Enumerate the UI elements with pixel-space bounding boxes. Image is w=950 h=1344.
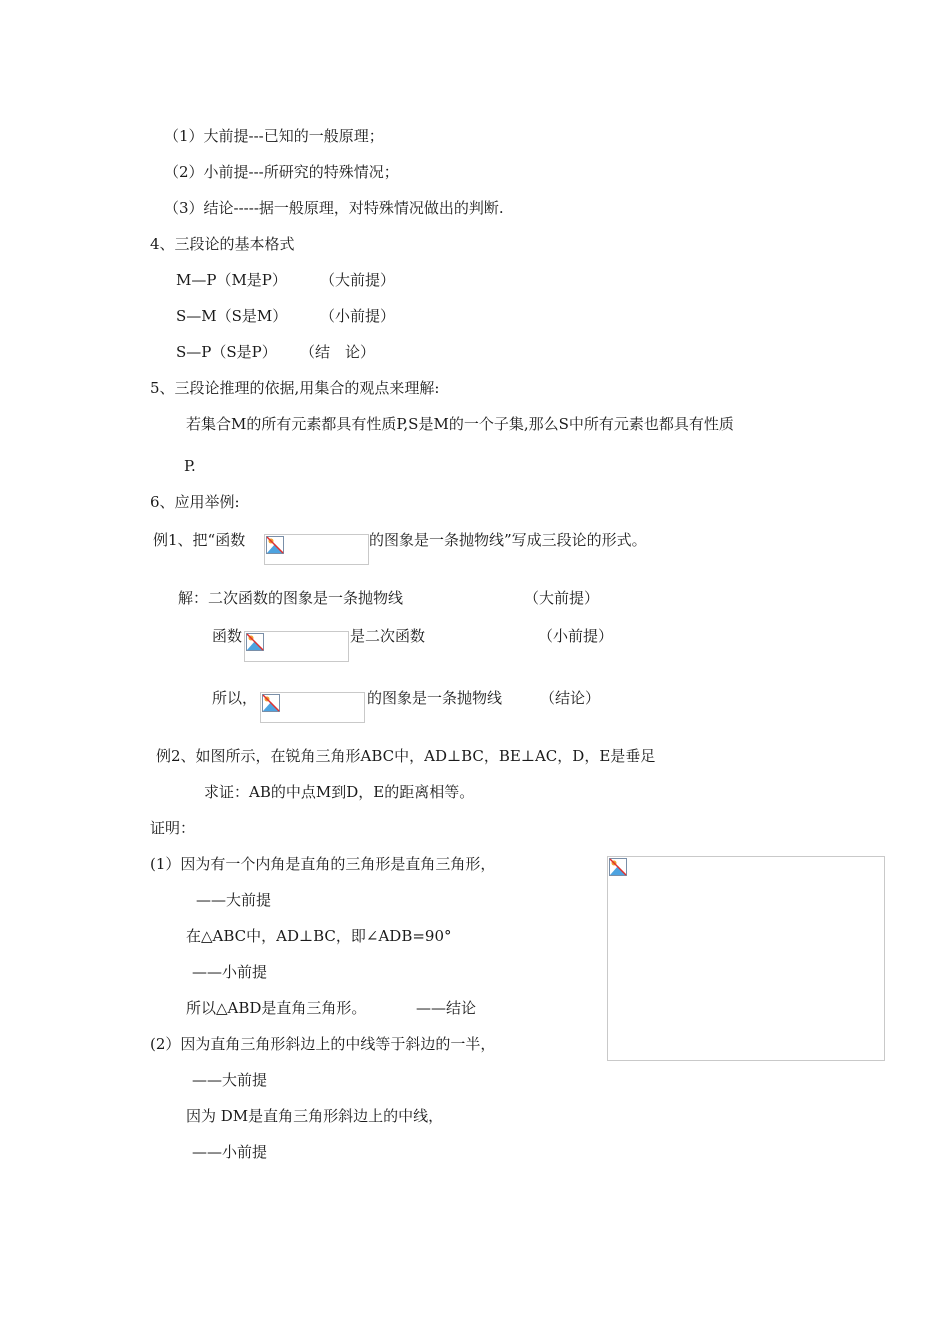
example-1-text-b: 的图象是一条抛物线”写成三段论的形式。 xyxy=(369,531,647,549)
proof-2-major: (2）因为直角三角形斜边上的中线等于斜边的一半， xyxy=(150,1035,496,1053)
proof-2-minor: 因为 DM是直角三角形斜边上的中线， xyxy=(186,1107,444,1125)
solution-line-3-a: 所以， xyxy=(212,689,258,707)
format-line-3-label: （结 论） xyxy=(300,343,376,361)
solution-line-2-a: 函数 xyxy=(212,627,243,645)
solution-line-3-b: 的图象是一条抛物线 xyxy=(367,689,503,707)
premise-major-definition: （1）大前提---已知的一般原理； xyxy=(164,127,384,145)
triangle-figure-image xyxy=(607,856,885,1061)
proof-2-minor-label: ——小前提 xyxy=(192,1143,268,1161)
broken-image-icon xyxy=(608,857,628,877)
solution-line-3-label: （结论） xyxy=(540,689,601,707)
function-formula-image-3 xyxy=(260,692,365,723)
solution-line-2-b: 是二次函数 xyxy=(350,627,426,645)
broken-image-icon xyxy=(245,632,265,652)
proof-1-conclusion-label: ——结论 xyxy=(416,999,477,1017)
premise-minor-definition: （2）小前提---所研究的特殊情况； xyxy=(164,163,399,181)
proof-1-minor: 在△ABC中，AD⊥BC，即∠ADB=90° xyxy=(186,927,452,945)
conclusion-definition: （3）结论-----据一般原理，对特殊情况做出的判断. xyxy=(164,199,504,217)
section-6-heading: 6、应用举例: xyxy=(150,493,240,511)
solution-line-1-label: （大前提） xyxy=(524,589,600,607)
function-formula-image-2 xyxy=(244,631,349,662)
format-line-3: S—P（S是P） xyxy=(176,343,277,361)
example-1-text-a: 例1、把“函数 xyxy=(153,531,246,549)
proof-2-major-label: ——大前提 xyxy=(192,1071,268,1089)
solution-line-2-label: （小前提） xyxy=(538,627,614,645)
proof-1-major-label: ——大前提 xyxy=(196,891,272,909)
proof-heading: 证明： xyxy=(150,819,196,837)
section-5-text-cont: P. xyxy=(184,457,196,475)
section-5-text: 若集合M的所有元素都具有性质P,S是M的一个子集,那么S中所有元素也都具有性质 xyxy=(186,415,734,433)
broken-image-icon xyxy=(261,693,281,713)
solution-line-1: 解：二次函数的图象是一条抛物线 xyxy=(178,589,404,607)
proof-1-minor-label: ——小前提 xyxy=(192,963,268,981)
broken-image-icon xyxy=(265,535,285,555)
format-line-2: S—M（S是M） xyxy=(176,307,288,325)
example-2-prove: 求证：AB的中点M到D，E的距离相等。 xyxy=(204,783,475,801)
section-5-heading: 5、三段论推理的依据,用集合的观点来理解: xyxy=(150,379,440,397)
function-formula-image xyxy=(264,534,369,565)
section-4-heading: 4、三段论的基本格式 xyxy=(150,235,295,253)
format-line-1-label: （大前提） xyxy=(320,271,396,289)
format-line-2-label: （小前提） xyxy=(320,307,396,325)
proof-1-conclusion: 所以△ABD是直角三角形。 xyxy=(186,999,367,1017)
format-line-1: M—P（M是P） xyxy=(176,271,287,289)
proof-1-major: (1）因为有一个内角是直角的三角形是直角三角形， xyxy=(150,855,496,873)
example-2-text: 例2、如图所示，在锐角三角形ABC中，AD⊥BC，BE⊥AC，D，E是垂足 xyxy=(156,747,656,765)
